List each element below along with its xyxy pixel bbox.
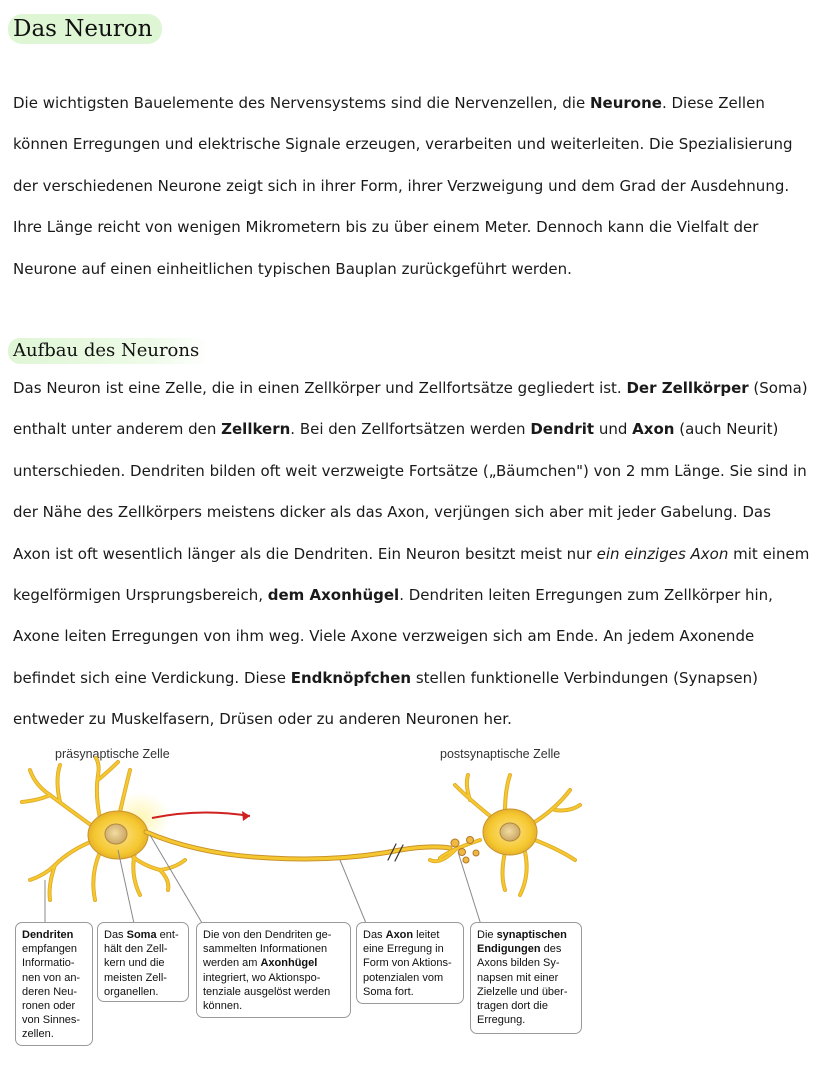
- callout-synapse: [470, 922, 582, 1034]
- callout-text: sammelten Informationen: [203, 943, 328, 956]
- callout-text: Informatio-: [22, 957, 75, 970]
- callout-text: tragen dort die: [477, 1000, 548, 1013]
- callout-text: napsen mit einer: [477, 971, 559, 984]
- neuron-diagram: [0, 740, 828, 1069]
- page-title: Das Neuron: [8, 14, 162, 44]
- postsynaptic-cell: [430, 775, 580, 895]
- callout-axon: [356, 922, 464, 1004]
- callout-text: hält den Zell-: [104, 943, 168, 956]
- text-run: Axon ist oft wesentlich länger als die Dendriten. Ein Neuron besitzt meist nur: [13, 544, 597, 563]
- section-line: Axone leiten Erregungen von ihm weg. Viele Axone verzweigen sich am Ende. An jedem Axonende: [13, 627, 755, 646]
- text-run: (auch Neurit): [674, 420, 779, 439]
- intro-paragraph: [13, 83, 813, 290]
- callout-soma: [97, 922, 189, 1002]
- section-line: unterschieden. Dendriten bilden oft weit verzweigte Fortsätze („Bäumchen") von 2 mm Länge. Sie sind in: [13, 461, 807, 480]
- callout-dendriten: [15, 922, 93, 1046]
- label-postsynaptic: postsynaptische Zelle: [440, 747, 561, 761]
- callout-text: werden am: [203, 957, 261, 970]
- text-run: . Bei den Zellfortsätzen werden: [290, 420, 531, 439]
- term-axonhuegel: dem Axonhügel: [267, 585, 400, 604]
- callout-text: ent-: [156, 929, 179, 941]
- intro-line: Ihre Länge reicht von wenigen Mikrometern bis zu über einem Meter. Dennoch kann die Vielfalt der: [13, 218, 759, 237]
- callout-text: leitet: [413, 929, 440, 941]
- callout-text: Form von Aktions-: [363, 957, 452, 970]
- callout-text: meisten Zell-: [104, 971, 167, 984]
- callout-text: potenzialen vom: [363, 971, 444, 984]
- text-run: . Diese Zellen: [661, 94, 765, 112]
- text-run: befindet sich eine Verdickung. Diese: [13, 668, 291, 687]
- section-paragraph: [13, 368, 813, 741]
- section-line: [13, 575, 813, 616]
- callout-text: nen von an-: [22, 971, 81, 984]
- text-run: mit einem: [728, 544, 810, 563]
- term-axon: Axon: [632, 420, 675, 439]
- callout-term: Axon: [385, 929, 414, 941]
- callout-text: eine Erregung in: [363, 943, 444, 956]
- text-run: Das Neuron ist eine Zelle, die in einen Zellkörper und Zellfortsätze gegliedert ist.: [13, 379, 627, 397]
- section-line: [13, 409, 813, 450]
- callout-text: des: [540, 943, 562, 956]
- section-line: [13, 534, 813, 575]
- callout-text: kern und die: [104, 957, 165, 970]
- intro-line: können Erregungen und elektrische Signale erzeugen, verarbeiten und weiterleiten. Die Spezialisierung: [13, 135, 793, 154]
- section-line: der Nähe des Zellkörpers meistens dicker als das Axon, verjüngen sich aber mit jeder Gabelung. Das: [13, 503, 771, 522]
- intro-line: Neurone auf einen einheitlichen typischen Bauplan zurückgeführt werden.: [13, 259, 572, 278]
- callout-text: empfangen: [22, 943, 78, 956]
- term-dendrit: Dendrit: [530, 420, 595, 439]
- callout-text: können.: [203, 1000, 243, 1013]
- text-run: Die wichtigsten Bauelemente des Nervensystems sind die Nervenzellen, die: [13, 94, 590, 112]
- text-run: und: [594, 420, 633, 439]
- section-line: [13, 658, 813, 699]
- emphasis-einziges-axon: ein einziges Axon: [596, 544, 729, 563]
- callout-text: Soma fort.: [363, 985, 414, 998]
- text-run: kegelförmigen Ursprungsbereich,: [13, 585, 268, 604]
- callout-text: Das: [363, 929, 386, 941]
- text-run: stellen funktionelle Verbindungen (Synapsen): [411, 668, 758, 687]
- callout-term: Endigungen: [477, 943, 541, 956]
- callout-term: Soma: [126, 929, 157, 941]
- callout-term: Axonhügel: [260, 957, 318, 970]
- text-run: (Soma): [748, 379, 808, 397]
- text-run: enthalt unter anderem den: [13, 420, 222, 439]
- callout-text: von Sinnes-: [22, 1014, 81, 1027]
- callout-text: Axons bilden Sy-: [477, 957, 560, 970]
- callout-integration: [196, 922, 351, 1018]
- text-run: . Dendriten leiten Erregungen zum Zellkörper hin,: [399, 585, 773, 604]
- term-endknoepfchen: Endknöpfchen: [290, 668, 412, 687]
- callout-text: Die von den Dendriten ge-: [203, 929, 332, 941]
- callout-text: integriert, wo Aktionspo-: [203, 971, 321, 984]
- callout-text: Zielzelle und über-: [477, 985, 568, 998]
- intro-line: der verschiedenen Neurone zeigt sich in ihrer Form, ihrer Verzweigung und dem Grad der Ausdehnung.: [13, 176, 790, 195]
- term-zellkoerper: Der Zellkörper: [626, 379, 749, 397]
- neuron-illustration: [0, 740, 828, 1069]
- callout-text: deren Neu-: [22, 985, 78, 998]
- callout-term: Dendriten: [22, 929, 74, 941]
- intro-line: [13, 83, 813, 124]
- label-presynaptic: präsynaptische Zelle: [55, 747, 170, 761]
- callout-text: Die: [477, 929, 497, 941]
- callout-text: Das: [104, 929, 127, 941]
- callout-text: Erregung.: [477, 1014, 526, 1027]
- callout-text: organellen.: [104, 985, 159, 998]
- presynaptic-cell: [22, 758, 450, 900]
- callout-text: tenziale ausgelöst werden: [203, 985, 331, 998]
- section-heading: Aufbau des Neurons: [8, 338, 209, 364]
- section-line: [13, 368, 813, 409]
- section-line: entweder zu Muskelfasern, Drüsen oder zu anderen Neuronen her.: [13, 710, 512, 729]
- term-zellkern: Zellkern: [221, 420, 291, 439]
- term-neurone: Neurone: [589, 94, 662, 112]
- callout-term: synaptischen: [496, 929, 567, 941]
- callout-text: ronen oder: [22, 1000, 76, 1013]
- callout-text: zellen.: [22, 1028, 54, 1041]
